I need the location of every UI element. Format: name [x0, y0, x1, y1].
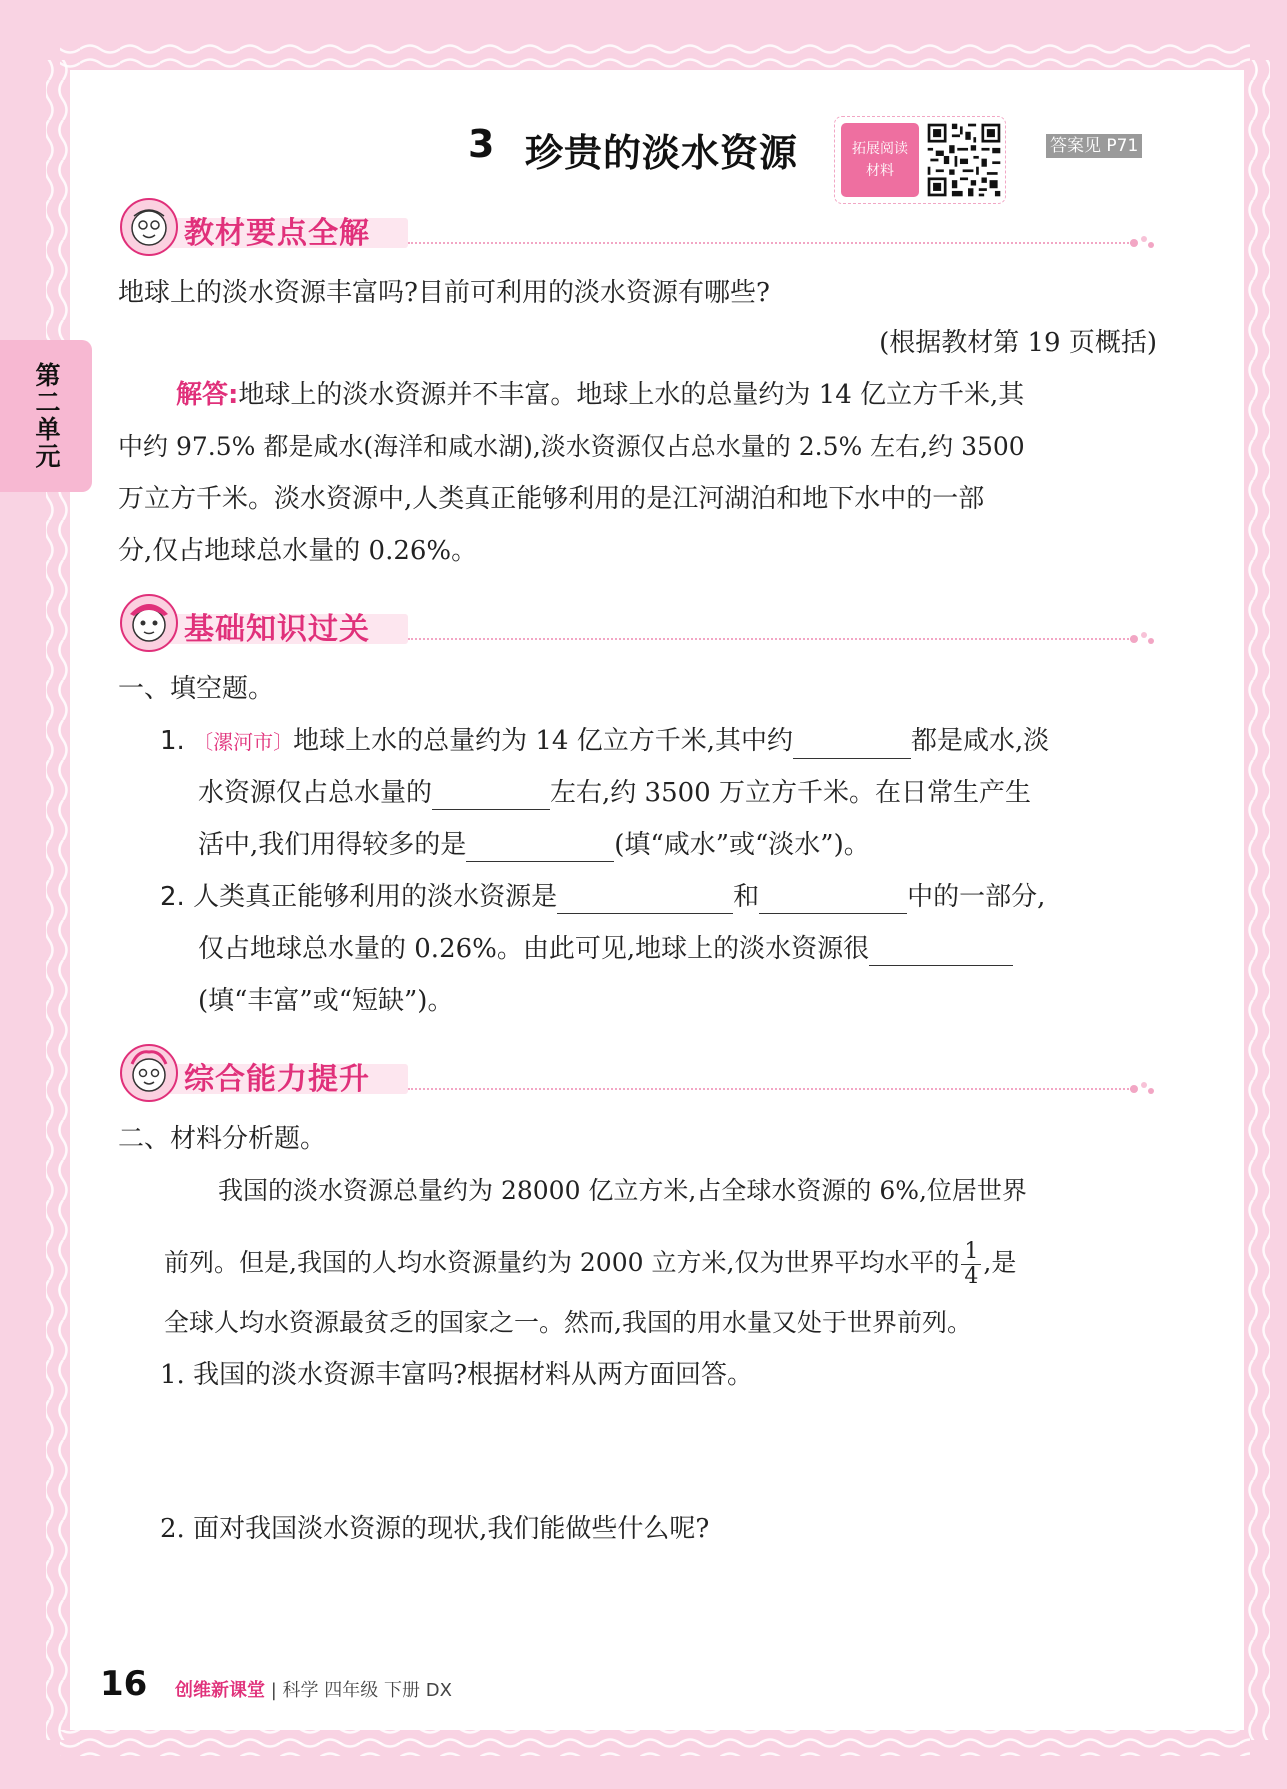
answer-blank-2[interactable] [432, 781, 550, 810]
cartoon-mascot-icon [118, 592, 180, 654]
question-text: 中的一部分, [907, 882, 1046, 912]
cartoon-mascot-icon [118, 196, 180, 258]
question-text: 和 [733, 882, 760, 912]
answer-text-1: 地球上的淡水资源并不丰富。地球上水的总量约为 14 亿立方千米,其 [238, 380, 1025, 410]
answer-line-2: 中约 97.5% 都是咸水(海洋和咸水湖),淡水资源仅占总水量的 2.5% 左右,约 3500 [118, 432, 1025, 461]
answer-line-3: 万立方千米。淡水资源中,人类真正能够利用的是江河湖泊和地下水中的一部 [118, 484, 985, 514]
section-divider [408, 638, 1132, 640]
page-number: 16 [100, 1664, 148, 1704]
region-tag: 〔漯河市〕 [193, 730, 294, 754]
extension-reading-box[interactable] [834, 116, 1006, 204]
section-divider [408, 1088, 1132, 1090]
unit-side-tab [0, 340, 92, 492]
question-number: 2. [160, 882, 185, 912]
section-header-basic-knowledge [118, 592, 1158, 656]
lesson-number: 3 [468, 122, 495, 166]
section-divider [408, 242, 1132, 244]
fill-question-2-line-2 [198, 932, 1013, 966]
part-one-title: 一、填空题。 [118, 674, 275, 704]
question-text: 地球上水的总量约为 14 亿立方千米,其中约 [293, 726, 793, 756]
answer-blank-4[interactable] [557, 885, 733, 914]
extension-reading-badge[interactable] [841, 123, 919, 197]
section-header-key-points [118, 196, 1158, 260]
answer-blank-6[interactable] [869, 937, 1013, 966]
fill-question-1-line-3 [198, 828, 870, 862]
answer-reference-badge: 答案见 P71 [1046, 134, 1142, 158]
question-text: 仅占地球总水量的 0.26%。由此可见,地球上的淡水资源很 [198, 934, 870, 964]
fill-question-1-line-1 [160, 724, 1049, 759]
question-text: 人类真正能够利用的淡水资源是 [193, 882, 558, 912]
lesson-title: 珍贵的淡水资源 [525, 131, 799, 175]
material-line-1: 我国的淡水资源总量约为 28000 亿立方米,占全球水资源的 6%,位居世界 [218, 1176, 1027, 1205]
answer-blank-1[interactable] [793, 730, 911, 759]
footer-info [175, 1676, 452, 1702]
material-text: ,是 [983, 1248, 1017, 1277]
question-text: 活中,我们用得较多的是 [198, 830, 467, 860]
decorative-dots-icon [1128, 1078, 1158, 1098]
question-text: 都是咸水,淡 [910, 726, 1050, 756]
analysis-question-2: 2. 面对我国淡水资源的现状,我们能做些什么呢? [160, 1514, 710, 1544]
fraction-one-quarter [961, 1240, 981, 1289]
unit-side-tab-label: 第二单元 [32, 362, 61, 470]
question-text: 左右,约 3500 万立方千米。在日常生产生 [550, 778, 1031, 808]
question-source: (根据教材第 19 页概括) [879, 328, 1157, 358]
fill-question-1-line-2 [198, 776, 1031, 810]
answer-label: 解答: [176, 380, 239, 410]
fill-question-2-line-1 [160, 880, 1045, 914]
decorative-dots-icon [1128, 232, 1158, 252]
question-number: 1. [160, 726, 185, 756]
fraction-numerator: 1 [961, 1240, 981, 1265]
book-info: 科学 四年级 下册 DX [282, 1680, 452, 1701]
footer-separator: | [270, 1680, 277, 1701]
section-title: 基础知识过关 [184, 612, 370, 647]
question-text: 水资源仅占总水量的 [198, 778, 433, 808]
answer-line-1 [176, 378, 1024, 412]
fill-question-2-line-3: (填“丰富”或“短缺”)。 [198, 986, 454, 1016]
answer-line-4: 分,仅占地球总水量的 0.26%。 [118, 536, 478, 566]
answer-blank-5[interactable] [759, 885, 907, 914]
section-title: 教材要点全解 [184, 216, 370, 251]
fraction-denominator: 4 [964, 1264, 979, 1289]
question-text: (填“咸水”或“淡水”)。 [614, 830, 870, 860]
cartoon-mascot-icon [118, 1042, 180, 1104]
extension-reading-label: 拓展阅读 [852, 141, 908, 157]
key-question: 地球上的淡水资源丰富吗?目前可利用的淡水资源有哪些? [118, 278, 770, 308]
analysis-question-1: 1. 我国的淡水资源丰富吗?根据材料从两方面回答。 [160, 1360, 754, 1390]
decorative-dots-icon [1128, 628, 1158, 648]
part-two-title: 二、材料分析题。 [118, 1124, 327, 1154]
answer-blank-3[interactable] [466, 833, 614, 862]
qr-code-icon[interactable] [925, 121, 1003, 199]
material-text: 前列。但是,我国的人均水资源量约为 2000 立方米,仅为世界平均水平的 [164, 1248, 960, 1277]
material-line-3: 全球人均水资源最贫乏的国家之一。然而,我国的用水量又处于世界前列。 [164, 1308, 972, 1337]
extension-material-label: 材料 [866, 163, 894, 179]
section-title: 综合能力提升 [184, 1062, 370, 1097]
section-header-ability [118, 1042, 1158, 1106]
material-line-2 [164, 1240, 1016, 1289]
brand-name: 创维新课堂 [175, 1680, 265, 1701]
